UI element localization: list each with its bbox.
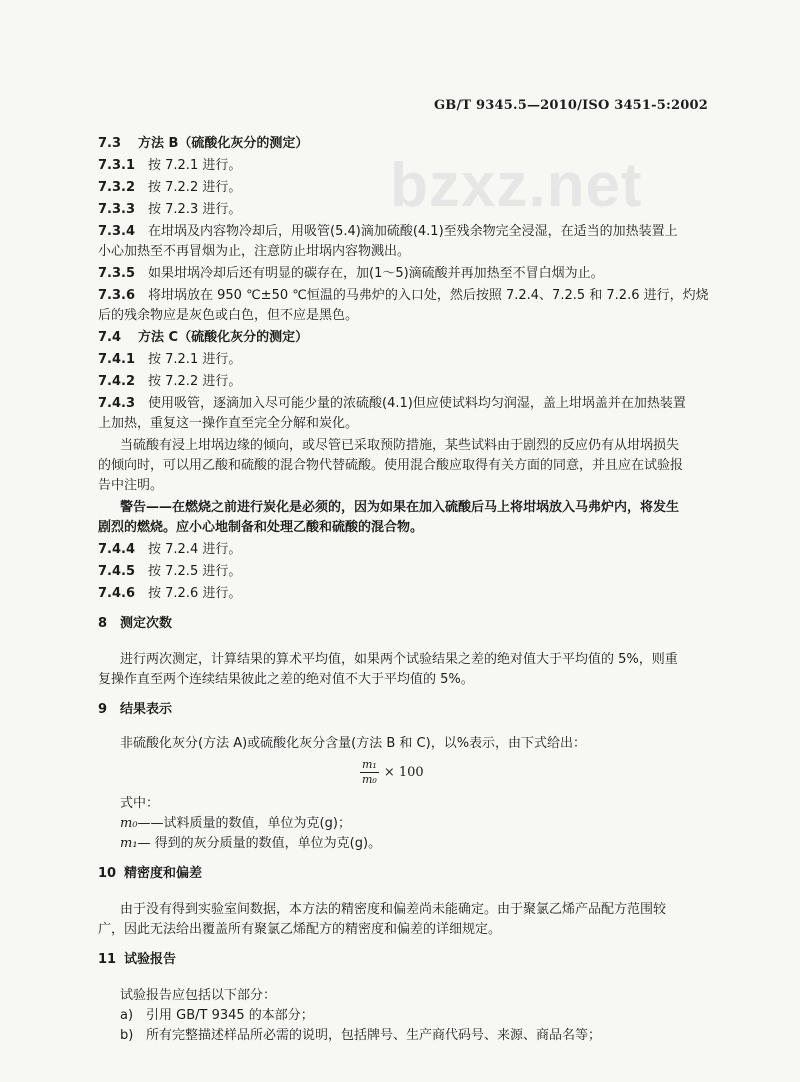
clause-7-4-1: 7.4.1 按 7.2.1 进行。 [98, 352, 242, 367]
clause-7-4-4: 7.4.4 按 7.2.4 进行。 [98, 542, 242, 557]
formula-multiplier: × 100 [383, 765, 424, 780]
report-item-a: a) 引用 GB/T 9345 的本部分； [120, 1008, 314, 1023]
clause-7-3-3: 7.3.3 按 7.2.3 进行。 [98, 202, 242, 217]
clause-7-3-4-line2: 小心加热至不再冒烟为止，注意防止坩埚内容物溅出。 [98, 244, 411, 259]
report-item-b: b) 所有完整描述样品所必需的说明，包括牌号、生产商代码号、来源、商品名等； [120, 1028, 602, 1043]
warning-line2: 剧烈的燃烧。应小心地制备和处理乙酸和硫酸的混合物。 [98, 520, 424, 535]
note-7-4-3-line2: 的倾向时，可以用乙酸和硫酸的混合物代替硫酸。使用混合酸应取得有关方面的同意，并且应在试验报 [98, 458, 684, 473]
clause-7-3-2: 7.3.2 按 7.2.2 进行。 [98, 180, 242, 195]
clause-7-4-3-line1: 7.4.3 使用吸管，逐滴加入尽可能少量的浓硫酸(4.1)但应使试料均匀润湿，盖上坩埚盖并在加热装置 [98, 396, 686, 411]
formula-numerator: m₁ [362, 758, 377, 771]
note-7-4-3-line3: 告中注明。 [98, 478, 164, 493]
section-10-line2: 广，因此无法给出覆盖所有聚氯乙烯配方的精密度和偏差的详细规定。 [98, 922, 502, 937]
clause-7-3-5: 7.3.5 如果坩埚冷却后还有明显的碳存在，加(1～5)滴硫酸并再加热至不冒白烟为止。 [98, 266, 604, 281]
where-label: 式中： [120, 796, 160, 811]
clause-7-4-3-line2: 上加热，重复这一操作直至完全分解和炭化。 [98, 416, 359, 431]
section-7-3-heading: 7.3 方法 B（硫酸化灰分的测定） [98, 136, 309, 151]
ash-formula [360, 758, 424, 787]
clause-7-3-6-line2: 后的残余物应是灰色或白色，但不应是黑色。 [98, 308, 359, 323]
section-9-intro: 非硫酸化灰分(方法 A)或硫酸化灰分含量(方法 B 和 C)，以%表示，由下式给出： [120, 736, 587, 751]
clause-7-4-5: 7.4.5 按 7.2.5 进行。 [98, 564, 242, 579]
warning-line1: 警告——在燃烧之前进行炭化是必须的，因为如果在加入硫酸后马上将坩埚放入马弗炉内，将发生 [120, 500, 680, 515]
note-7-4-3-line1: 当硫酸有浸上坩埚边缘的倾向，或尽管已采取预防措施，某些试料由于剧烈的反应仍有从坩埚损失 [120, 438, 680, 453]
section-8-line1: 进行两次测定，计算结果的算术平均值，如果两个试验结果之差的绝对值大于平均值的 5%，则重 [120, 652, 678, 667]
m1-definition: m₁— 得到的灰分质量的数值，单位为克(g)。 [120, 836, 382, 851]
section-10-heading: 10 精密度和偏差 [98, 866, 203, 881]
clause-7-4-2: 7.4.2 按 7.2.2 进行。 [98, 374, 242, 389]
section-10-line1: 由于没有得到实验室间数据，本方法的精密度和偏差尚未能确定。由于聚氯乙烯产品配方范围较 [120, 902, 667, 917]
clause-7-3-6-line1: 7.3.6 将坩埚放在 950 ℃±50 ℃恒温的马弗炉的入口处，然后按照 7.2.4、7.2.5 和 7.2.6 进行，灼烧 [98, 288, 709, 303]
standard-header: GB/T 9345.5—2010/ISO 3451-5:2002 [433, 98, 708, 113]
section-9-heading: 9 结果表示 [98, 702, 173, 717]
m0-definition: m₀——试料质量的数值，单位为克(g)； [120, 816, 351, 831]
section-8-line2: 复操作直至两个连续结果彼此之差的绝对值不大于平均值的 5%。 [98, 672, 474, 687]
formula-fraction [360, 758, 379, 787]
clause-7-4-6: 7.4.6 按 7.2.6 进行。 [98, 586, 242, 601]
clause-7-3-1: 7.3.1 按 7.2.1 进行。 [98, 158, 242, 173]
section-8-heading: 8 测定次数 [98, 616, 173, 631]
watermark: bzxz.net [390, 151, 643, 220]
section-11-heading: 11 试验报告 [98, 952, 177, 967]
section-7-4-heading: 7.4 方法 C（硫酸化灰分的测定） [98, 330, 309, 345]
clause-7-3-4-line1: 7.3.4 在坩埚及内容物冷却后，用吸管(5.4)滴加硫酸(4.1)至残余物完全浸湿，在适当的加热装置上 [98, 224, 678, 239]
formula-denominator: m₀ [362, 773, 377, 786]
section-11-intro: 试验报告应包括以下部分： [120, 988, 277, 1003]
